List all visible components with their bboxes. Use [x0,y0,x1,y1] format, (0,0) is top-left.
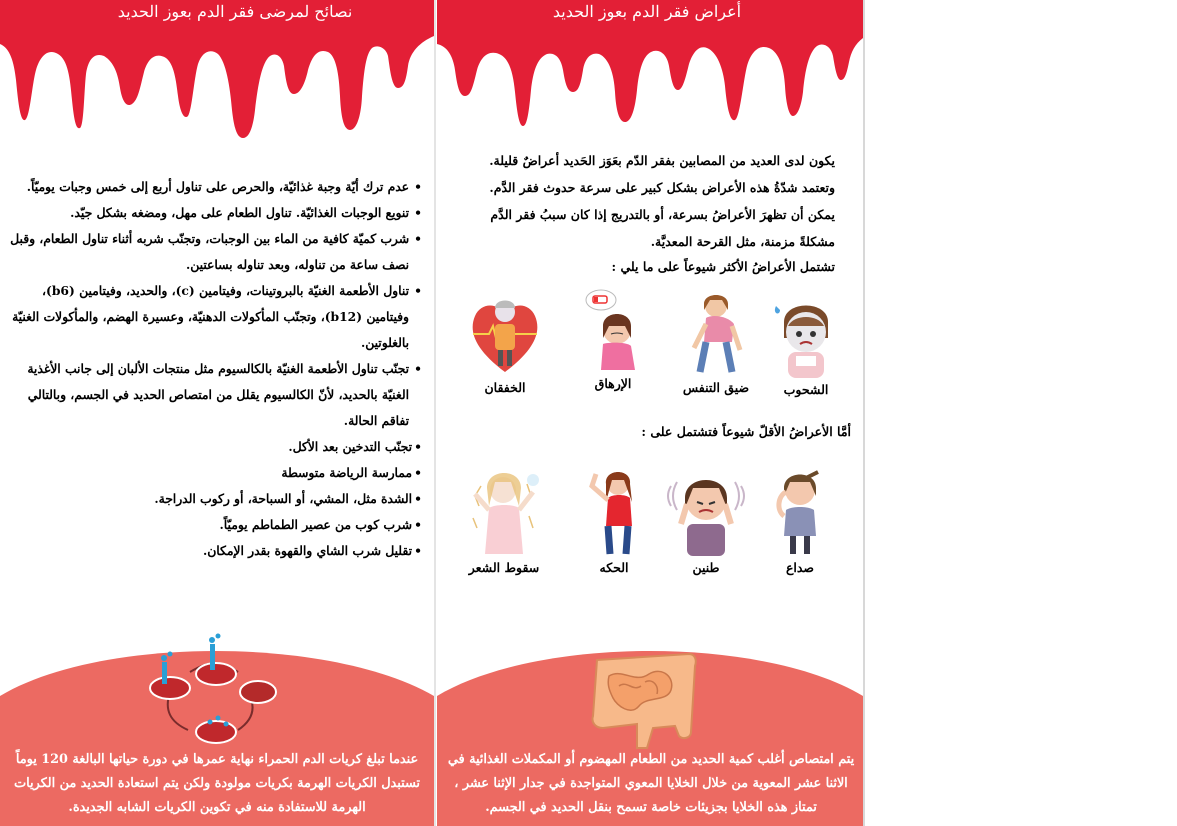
tips-panel [0,0,434,826]
intro-line: يمكن أن تظهرَ الأعراضُ بسرعة، أو بالتدريج إذا كان سببُ فقر الدَّم مشكلةً مزمنة، مثل القرحة المعديَّة. [490,207,835,249]
tips-title: نصائح لمرضى فقر الدم بعوز الحديد [117,2,353,21]
symptom-palpitations [462,290,548,395]
list-item: • ممارسة الرياضة متوسطة [6,460,424,486]
intro-line: يكون لدى العديد من المصابين بفقر الدّم بعَوَز الحَديد أعراضٌ قليلة. [489,153,835,168]
hair-loss-icon [461,466,547,558]
symptom-fatigue [570,286,656,391]
symptom-label: صداع [785,560,815,575]
symptom-label: الخفقان [484,380,526,395]
out-of-breath-icon [676,290,756,378]
symptom-label: سقوط الشعر [468,560,540,575]
rbc-cycle-paragraph: عندما تبلغ كريات الدم الحمراء نهاية عمرها في دورة حياتها البالغة 120 يوماً تستبدل الكريات الهرمة بكريات مولودة ولكن يتم استعادة الحديد من الكريات الهرمة للاستفادة منه في تكوين الكريات الشابه الجديدة. [14,752,420,815]
page-edge [863,0,865,826]
panel-divider [434,0,436,826]
symptom-headache [757,466,843,575]
list-item: • شرب كميّة كافية من الماء بين الوجبات، وتجنّب شربه أثناء تناول الطعام، وقبل نصف ساعة من تناوله، وبعد تناوله بساعتين. [6,226,424,278]
blood-drip-banner [437,0,863,145]
red-blood-cell-cycle-illustration [140,630,280,755]
headache-icon [760,466,840,558]
symptom-itching [571,466,657,575]
list-item: • تناول الأطعمة الغنيّة بالبروتينات، وفيتامين (c)، والحديد، وفيتامين (b6)، وفيتامين (b12)، وتجنّب المأكولات الدهنيّة، وعسيرة الهضم، والمأكولات الغنيّة بالغلوتين. [6,278,424,356]
list-item: • الشدة مثل، المشي، أو السباحة، أو ركوب الدراجة. [6,486,424,512]
intestine-illustration [583,640,703,752]
itching-icon [574,466,654,558]
list-item: • تجنّب تناول الأطعمة الغنيّة بالكالسيوم مثل منتجات الألبان إلى جانب الأغذية الغنيّة بالحديد، لأنّ الكالسيوم يقلل من امتصاص الحديد في الجسم، وبالتالي تفاقم الحالة. [6,356,424,434]
common-symptoms-heading: تشتمل الأعراضُ الأكثر شيوعاً على ما يلي : [611,259,835,274]
intro-line: وتعتمد شدّةُ هذه الأعراض بشكل كبير على سرعة حدوث فقر الدَّم. [489,180,835,195]
tinnitus-icon [663,466,749,558]
symptoms-intro [455,147,835,255]
less-common-symptoms-heading: أمَّا الأعراضُ الأقلّ شيوعاً فتشتمل على : [641,424,851,439]
iron-absorption-paragraph: يتم امتصاص أغلب كمية الحديد من الطعام المهضوم أو المكملات الغذائية في الاثنا عشر المعوية من خلال الخلايا المعوي المتواجدة في جدار الإثنا عشر ، تمتاز هذه الخلايا بجزيئات خاصة تسمح بنقل الحديد في الجسم. [447,752,855,815]
symptom-label: طنين [692,560,720,575]
blood-drip-banner [0,0,434,150]
symptoms-title: أعراض فقر الدم بعوز الحديد [552,2,742,21]
symptom-label: ضيق التنفس [682,380,750,395]
tips-list [6,174,424,564]
symptom-shortness-of-breath [673,290,759,395]
pale-face-icon [766,292,846,380]
list-item: • تقليل شرب الشاي والقهوة بقدر الإمكان. [6,538,424,564]
symptom-pallor [763,292,849,397]
symptoms-panel [437,0,863,826]
heart-palpitation-icon [465,290,545,378]
list-item: • شرب كوب من عصير الطماطم يوميّاً. [6,512,424,538]
list-item: • تنويع الوجبات الغذائيّة. تناول الطعام على مهل، ومضغه بشكل جيّد. [6,200,424,226]
symptom-label: الإرهاق [594,376,632,391]
symptom-label: الحكه [599,560,629,575]
list-item: • عدم ترك أيّة وجبة غذائيّة، والحرص على تناول أربع إلى خمس وجبات يوميّاً. [6,174,424,200]
list-item: • تجنّب التدخين بعد الأكل. [6,434,424,460]
tired-child-icon [573,286,653,374]
symptom-label: الشحوب [783,382,829,397]
symptom-hair-loss [461,466,547,575]
symptom-tinnitus [663,466,749,575]
